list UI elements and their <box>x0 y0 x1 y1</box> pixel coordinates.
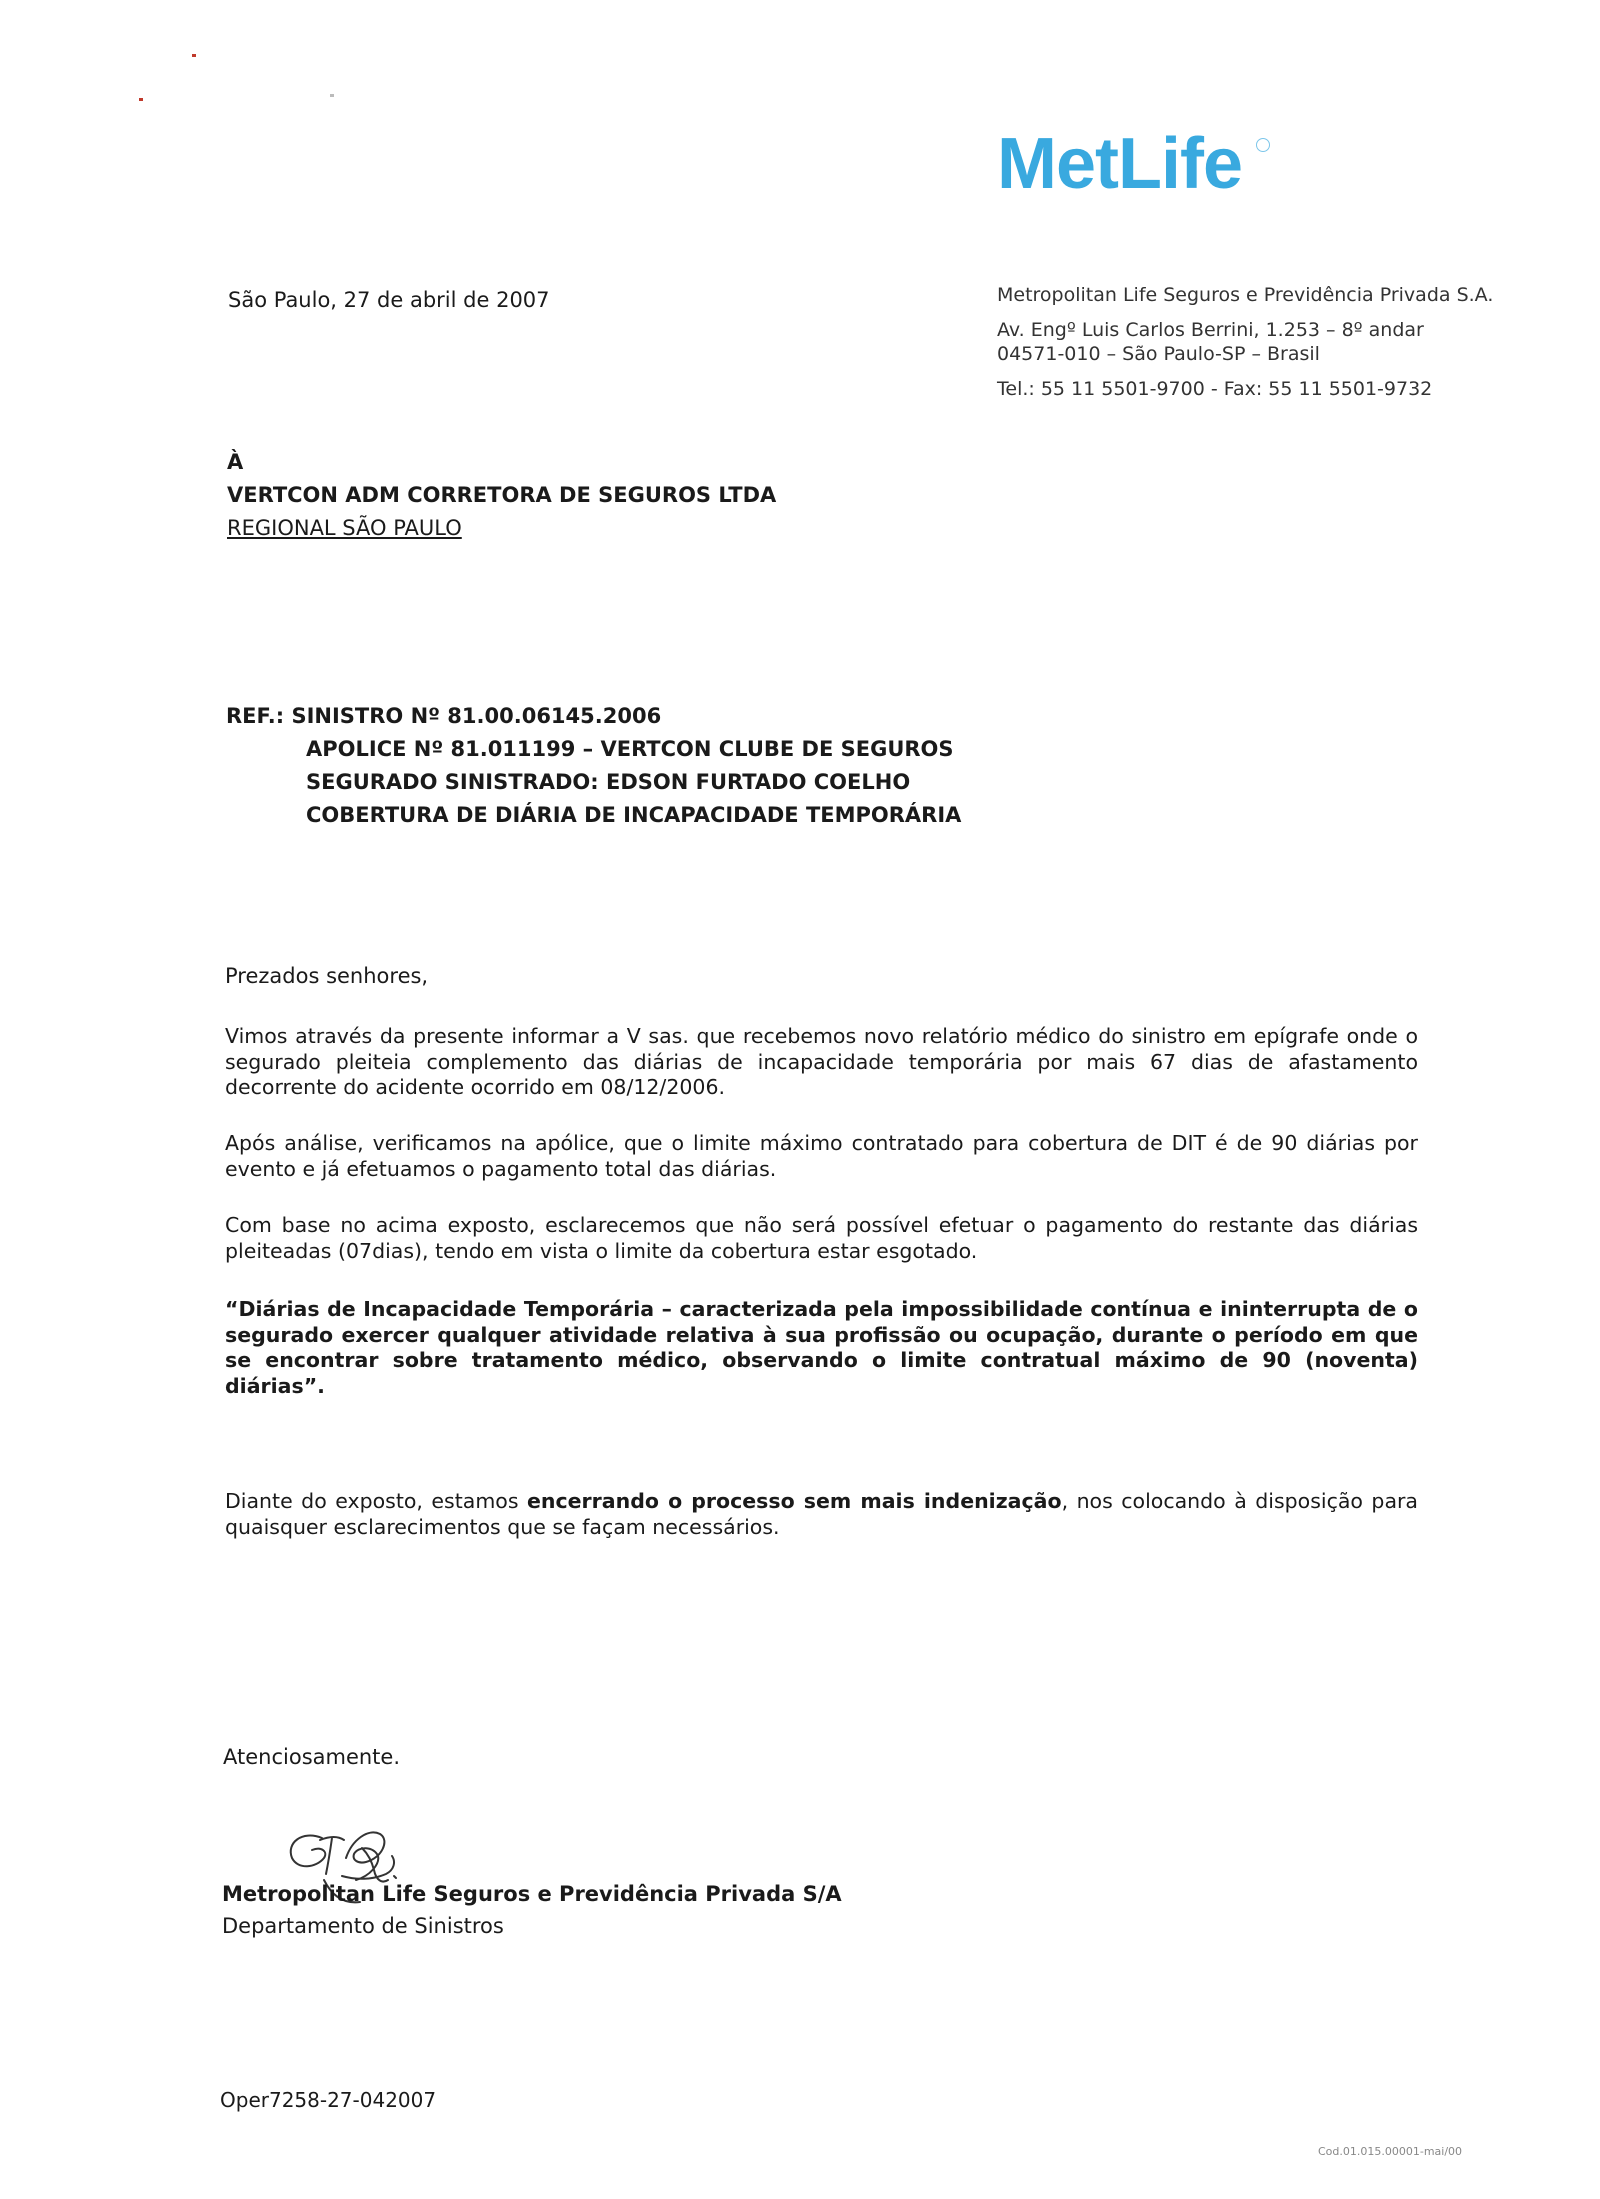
scan-speck <box>192 54 196 57</box>
place-date: São Paulo, 27 de abril de 2007 <box>228 288 550 312</box>
company-address-line1: Av. Engº Luis Carlos Berrini, 1.253 – 8º andar <box>997 319 1424 341</box>
greeting: Prezados senhores, <box>225 964 429 988</box>
reference-insured: SEGURADO SINISTRADO: EDSON FURTADO COELHO <box>306 770 911 794</box>
scan-speck <box>330 94 334 97</box>
reference-coverage: COBERTURA DE DIÁRIA DE INCAPACIDADE TEMPORÁRIA <box>306 803 962 827</box>
addressee-prefix: À <box>227 450 244 474</box>
paragraph-5 <box>225 1489 1418 1540</box>
addressee-block <box>227 446 776 545</box>
registered-mark-icon <box>1256 138 1270 152</box>
company-name: Metropolitan Life Seguros e Previdência Privada S.A. <box>997 284 1494 306</box>
paragraph-2: Após análise, verificamos na apólice, que o limite máximo contratado para cobertura de DIT é de 90 diárias por evento e já efetuamos o pagamento total das diárias. <box>225 1131 1418 1181</box>
coverage-definition-quote: “Diárias de Incapacidade Temporária – caracterizada pela impossibilidade contínua e ininterrupta de o segurado exercer qualquer atividade relativa à sua profissão ou ocupação, durante o período em que se encontrar sobre tratamento médico, observando o limite contratual máximo de 90 (noventa) diárias”. <box>225 1297 1418 1398</box>
signatory-department: Departamento de Sinistros <box>222 1914 504 1938</box>
paragraph-1: Vimos através da presente informar a V sas. que recebemos novo relatório médico do sinistro em epígrafe onde o segurado pleiteia complemento das diárias de incapacidade temporária por mais 67 dias de afastamento decorrente do acidente ocorrido em 08/12/2006. <box>225 1024 1418 1099</box>
document-reference-code: Oper7258-27-042007 <box>220 2088 437 2112</box>
metlife-logo: MetLife <box>997 124 1242 204</box>
reference-claim: REF.: SINISTRO Nº 81.00.06145.2006 <box>226 704 662 728</box>
reference-block <box>226 700 961 832</box>
addressee-name: VERTCON ADM CORRETORA DE SEGUROS LTDA <box>227 483 777 507</box>
addressee-regional: REGIONAL SÃO PAULO <box>227 516 462 540</box>
paragraph-5-text: Diante do exposto, estamos <box>225 1489 527 1513</box>
signatory-company: Metropolitan Life Seguros e Previdência Privada S/A <box>222 1882 842 1906</box>
paragraph-5-emphasis: encerrando o processo sem mais indenização <box>527 1489 1062 1513</box>
reference-policy: APOLICE Nº 81.011199 – VERTCON CLUBE DE SEGUROS <box>306 737 954 761</box>
company-info <box>997 283 1493 401</box>
closing: Atenciosamente. <box>223 1745 401 1769</box>
company-contact: Tel.: 55 11 5501-9700 - Fax: 55 11 5501-9732 <box>997 378 1433 400</box>
scan-speck <box>139 98 143 101</box>
form-code: Cod.01.015.00001-mai/00 <box>1318 2145 1463 2158</box>
paragraph-3: Com base no acima exposto, esclarecemos que não será possível efetuar o pagamento do restante das diárias pleiteadas (07dias), tendo em vista o limite da cobertura estar esgotado. <box>225 1213 1418 1263</box>
paragraph-5-text-end: , nos colocando à disposição para quaisquer esclarecimentos que se façam necessários. <box>225 1489 1418 1539</box>
company-address-line2: 04571-010 – São Paulo-SP – Brasil <box>997 343 1320 365</box>
